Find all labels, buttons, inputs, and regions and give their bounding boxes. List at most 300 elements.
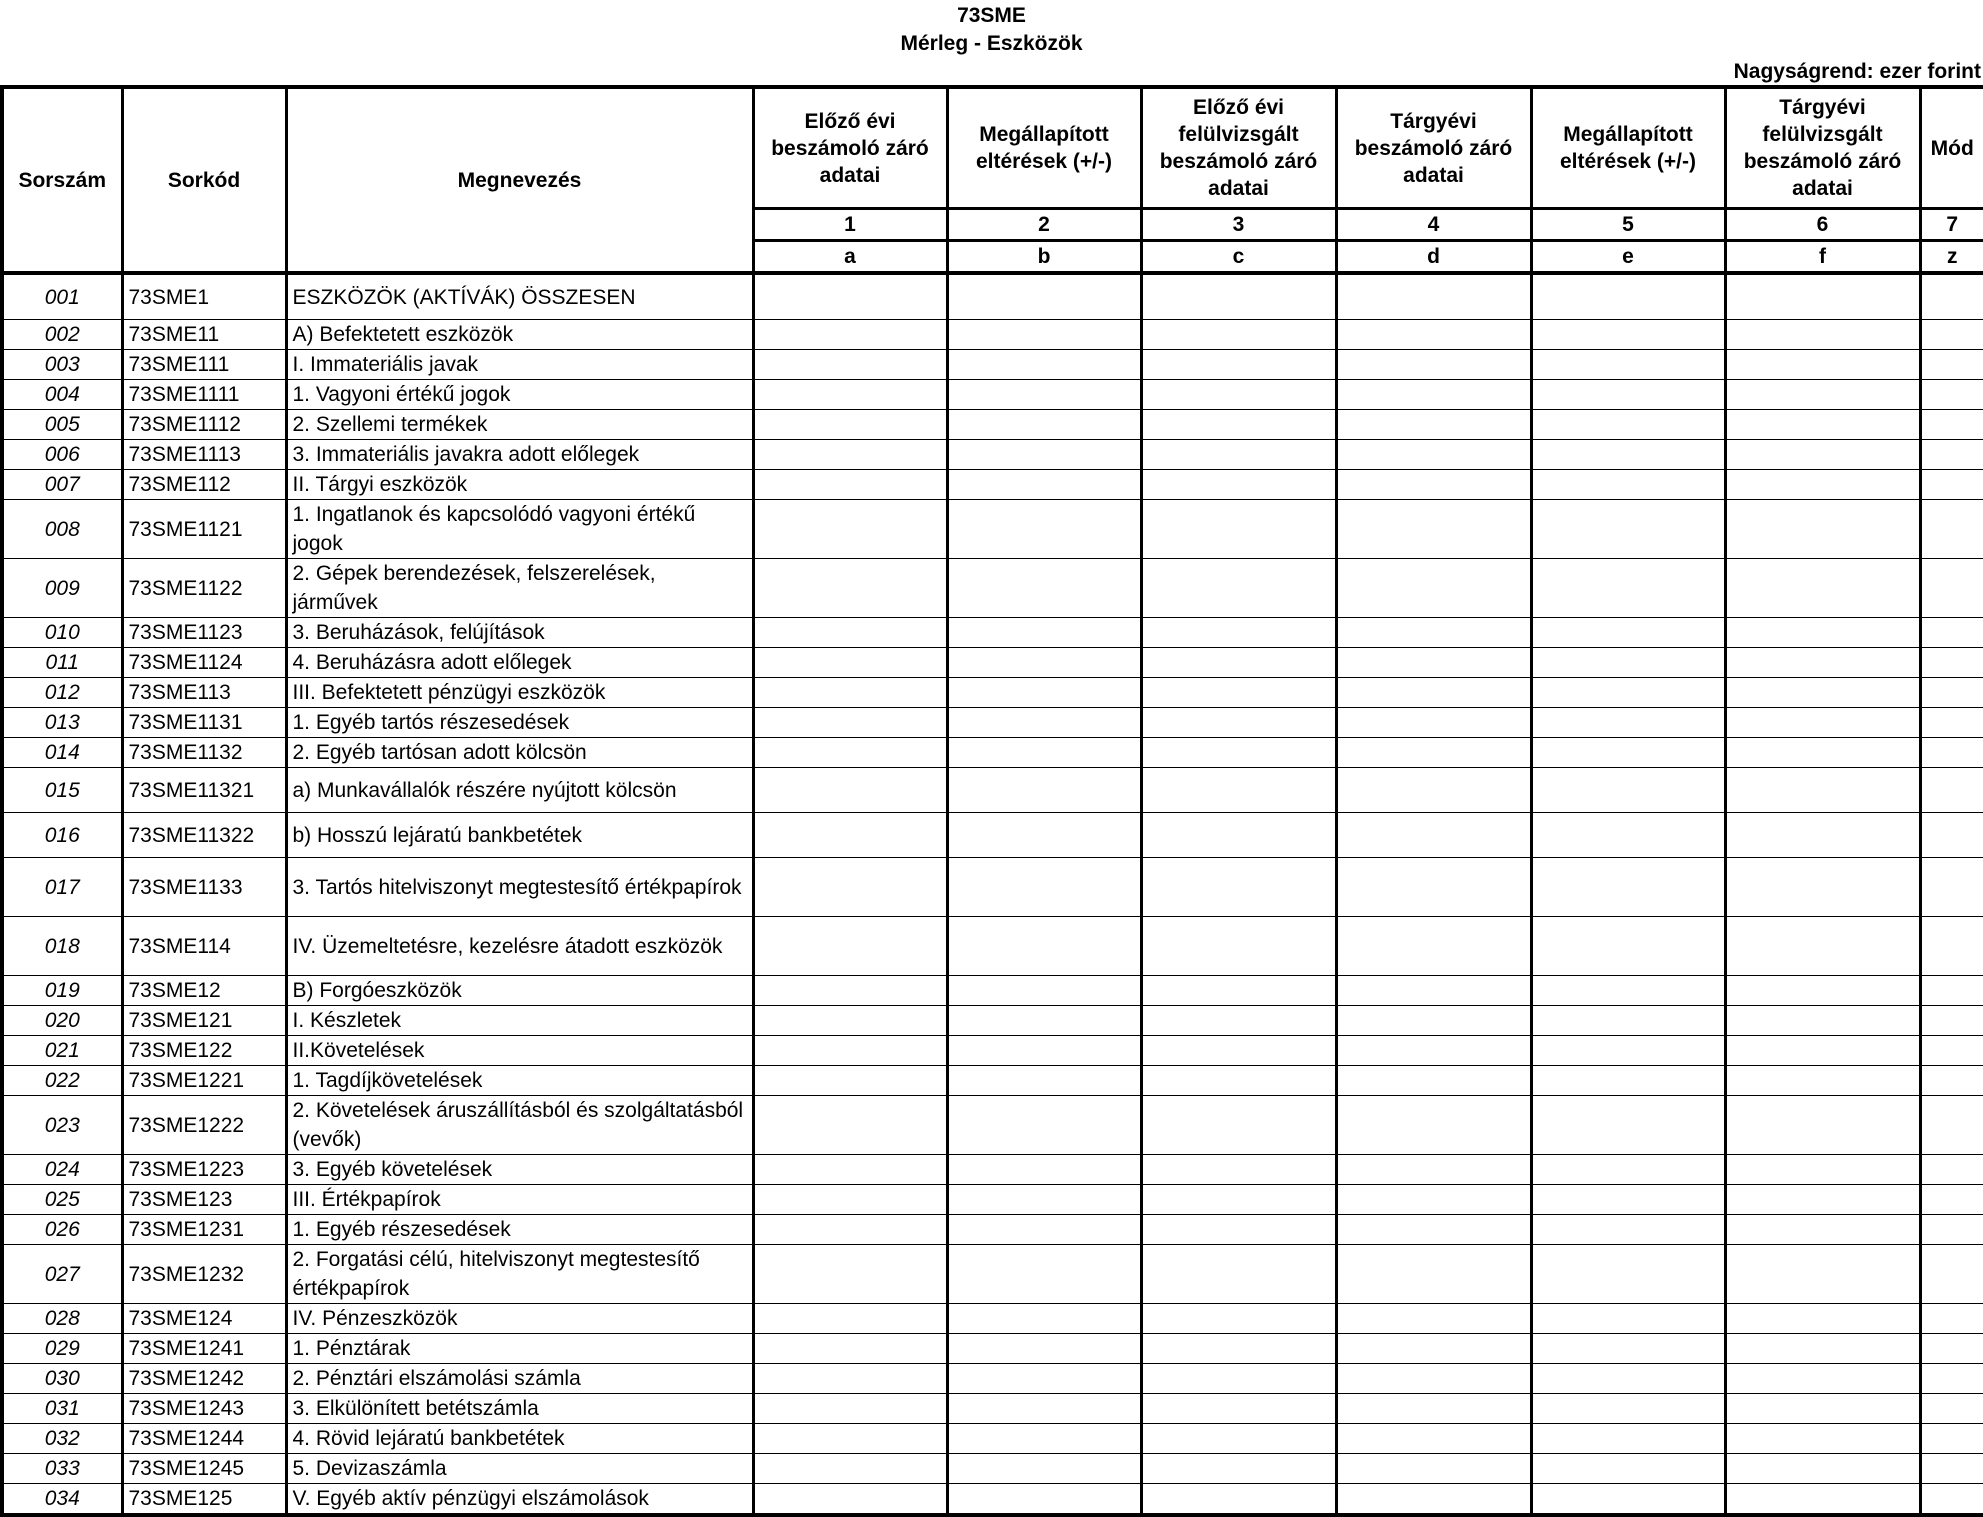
row-name: 3. Egyéb követelések	[286, 1155, 753, 1185]
value-cell[interactable]	[947, 858, 1141, 917]
row-name: 2. Pénztári elszámolási számla	[286, 1364, 753, 1394]
value-cell[interactable]	[1920, 1185, 1983, 1215]
value-cell[interactable]	[753, 768, 947, 813]
col-header-1: Előző évi beszámoló záró adatai	[753, 87, 947, 209]
row-name: II.Követelések	[286, 1036, 753, 1066]
value-cell[interactable]	[1920, 858, 1983, 917]
value-cell[interactable]	[1141, 1036, 1336, 1066]
col-letter: a	[753, 241, 947, 274]
value-cell[interactable]	[753, 1454, 947, 1484]
row-number: 008	[2, 500, 122, 559]
row-number: 003	[2, 350, 122, 380]
value-cell[interactable]	[1531, 1185, 1725, 1215]
table-row	[2, 708, 1983, 738]
value-cell[interactable]	[1725, 273, 1920, 320]
value-cell[interactable]	[1725, 678, 1920, 708]
value-cell[interactable]	[1336, 1484, 1531, 1516]
value-cell[interactable]	[753, 559, 947, 618]
value-cell[interactable]	[1336, 858, 1531, 917]
value-cell[interactable]	[1725, 1155, 1920, 1185]
table-row	[2, 917, 1983, 976]
value-cell[interactable]	[1725, 1066, 1920, 1096]
value-cell[interactable]	[1141, 648, 1336, 678]
value-cell[interactable]	[1531, 1006, 1725, 1036]
row-number: 005	[2, 410, 122, 440]
value-cell[interactable]	[947, 1334, 1141, 1364]
value-cell[interactable]	[753, 470, 947, 500]
value-cell[interactable]	[1531, 1484, 1725, 1516]
value-cell[interactable]	[753, 858, 947, 917]
row-code: 73SME1132	[122, 738, 286, 768]
value-cell[interactable]	[1141, 917, 1336, 976]
value-cell[interactable]	[1336, 1334, 1531, 1364]
value-cell[interactable]	[1920, 320, 1983, 350]
value-cell[interactable]	[1725, 1036, 1920, 1066]
value-cell[interactable]	[1336, 500, 1531, 559]
value-cell[interactable]	[947, 1424, 1141, 1454]
row-name: III. Értékpapírok	[286, 1185, 753, 1215]
value-cell[interactable]	[1920, 500, 1983, 559]
value-cell[interactable]	[1920, 440, 1983, 470]
value-cell[interactable]	[1531, 976, 1725, 1006]
value-cell[interactable]	[1920, 559, 1983, 618]
value-cell[interactable]	[947, 1155, 1141, 1185]
value-cell[interactable]	[753, 618, 947, 648]
value-cell[interactable]	[947, 678, 1141, 708]
value-cell[interactable]	[1141, 1066, 1336, 1096]
value-cell[interactable]	[1531, 380, 1725, 410]
value-cell[interactable]	[1725, 1364, 1920, 1394]
value-cell[interactable]	[947, 320, 1141, 350]
value-cell[interactable]	[1531, 273, 1725, 320]
value-cell[interactable]	[1725, 410, 1920, 440]
value-cell[interactable]	[1336, 1066, 1531, 1096]
value-cell[interactable]	[1531, 559, 1725, 618]
value-cell[interactable]	[1141, 813, 1336, 858]
value-cell[interactable]	[1141, 410, 1336, 440]
value-cell[interactable]	[1725, 1484, 1920, 1516]
value-cell[interactable]	[1920, 1484, 1983, 1516]
value-cell[interactable]	[1141, 618, 1336, 648]
value-cell[interactable]	[1336, 1036, 1531, 1066]
value-cell[interactable]	[1920, 1334, 1983, 1364]
table-row	[2, 1454, 1983, 1484]
value-cell[interactable]	[947, 440, 1141, 470]
table-row	[2, 976, 1983, 1006]
value-cell[interactable]	[947, 648, 1141, 678]
value-cell[interactable]	[1336, 470, 1531, 500]
table-row	[2, 1066, 1983, 1096]
row-name: 2. Egyéb tartósan adott kölcsön	[286, 738, 753, 768]
value-cell[interactable]	[753, 273, 947, 320]
value-cell[interactable]	[1336, 976, 1531, 1006]
value-cell[interactable]	[753, 976, 947, 1006]
value-cell[interactable]	[1725, 1334, 1920, 1364]
value-cell[interactable]	[1531, 678, 1725, 708]
row-name: III. Befektetett pénzügyi eszközök	[286, 678, 753, 708]
value-cell[interactable]	[1141, 1185, 1336, 1215]
value-cell[interactable]	[1725, 1096, 1920, 1155]
value-cell[interactable]	[1920, 1424, 1983, 1454]
col-header-megnevezes: Megnevezés	[286, 87, 753, 273]
value-cell[interactable]	[753, 1424, 947, 1454]
value-cell[interactable]	[1531, 1096, 1725, 1155]
value-cell[interactable]	[1531, 1036, 1725, 1066]
value-cell[interactable]	[1920, 648, 1983, 678]
value-cell[interactable]	[1920, 1036, 1983, 1066]
value-cell[interactable]	[1920, 1394, 1983, 1424]
value-cell[interactable]	[753, 738, 947, 768]
value-cell[interactable]	[1531, 350, 1725, 380]
value-cell[interactable]	[947, 500, 1141, 559]
value-cell[interactable]	[753, 708, 947, 738]
row-number: 009	[2, 559, 122, 618]
value-cell[interactable]	[947, 350, 1141, 380]
value-cell[interactable]	[1336, 1215, 1531, 1245]
value-cell[interactable]	[1531, 410, 1725, 440]
table-row	[2, 500, 1983, 559]
value-cell[interactable]	[1725, 470, 1920, 500]
value-cell[interactable]	[947, 1304, 1141, 1334]
value-cell[interactable]	[753, 1245, 947, 1304]
col-number: 7	[1920, 209, 1983, 241]
table-row	[2, 1245, 1983, 1304]
value-cell[interactable]	[947, 1066, 1141, 1096]
value-cell[interactable]	[1725, 618, 1920, 648]
value-cell[interactable]	[1920, 1066, 1983, 1096]
value-cell[interactable]	[1531, 1424, 1725, 1454]
value-cell[interactable]	[753, 813, 947, 858]
value-cell[interactable]	[1141, 273, 1336, 320]
value-cell[interactable]	[1531, 858, 1725, 917]
value-cell[interactable]	[753, 1096, 947, 1155]
value-cell[interactable]	[1725, 1006, 1920, 1036]
value-cell[interactable]	[1725, 858, 1920, 917]
row-name: 4. Beruházásra adott előlegek	[286, 648, 753, 678]
value-cell[interactable]	[1141, 1215, 1336, 1245]
row-code: 73SME1121	[122, 500, 286, 559]
value-cell[interactable]	[1336, 1185, 1531, 1215]
value-cell[interactable]	[947, 976, 1141, 1006]
value-cell[interactable]	[1531, 500, 1725, 559]
value-cell[interactable]	[1141, 380, 1336, 410]
value-cell[interactable]	[1531, 1304, 1725, 1334]
value-cell[interactable]	[1141, 738, 1336, 768]
value-cell[interactable]	[1920, 768, 1983, 813]
value-cell[interactable]	[1920, 1006, 1983, 1036]
value-cell[interactable]	[947, 1454, 1141, 1484]
value-cell[interactable]	[1920, 1454, 1983, 1484]
value-cell[interactable]	[947, 1036, 1141, 1066]
value-cell[interactable]	[947, 708, 1141, 738]
value-cell[interactable]	[1920, 1155, 1983, 1185]
value-cell[interactable]	[1336, 410, 1531, 440]
balance-sheet-table	[0, 85, 1983, 1517]
value-cell[interactable]	[947, 618, 1141, 648]
value-cell[interactable]	[1920, 350, 1983, 380]
value-cell[interactable]	[1725, 350, 1920, 380]
table-row	[2, 1304, 1983, 1334]
value-cell[interactable]	[1920, 678, 1983, 708]
value-cell[interactable]	[1336, 1304, 1531, 1334]
row-number: 011	[2, 648, 122, 678]
value-cell[interactable]	[1531, 1454, 1725, 1484]
table-row	[2, 1334, 1983, 1364]
value-cell[interactable]	[1920, 1096, 1983, 1155]
value-cell[interactable]	[1920, 738, 1983, 768]
value-cell[interactable]	[1531, 1155, 1725, 1185]
value-cell[interactable]	[1920, 618, 1983, 648]
value-cell[interactable]	[947, 1006, 1141, 1036]
col-number: 5	[1531, 209, 1725, 241]
value-cell[interactable]	[1141, 858, 1336, 917]
value-cell[interactable]	[753, 320, 947, 350]
value-cell[interactable]	[753, 1334, 947, 1364]
value-cell[interactable]	[1141, 1245, 1336, 1304]
row-code: 73SME1112	[122, 410, 286, 440]
value-cell[interactable]	[1531, 1215, 1725, 1245]
value-cell[interactable]	[1531, 1394, 1725, 1424]
value-cell[interactable]	[947, 738, 1141, 768]
row-code: 73SME1242	[122, 1364, 286, 1394]
row-code: 73SME11	[122, 320, 286, 350]
row-number: 034	[2, 1484, 122, 1516]
row-code: 73SME1221	[122, 1066, 286, 1096]
row-code: 73SME1133	[122, 858, 286, 917]
value-cell[interactable]	[947, 917, 1141, 976]
row-code: 73SME1124	[122, 648, 286, 678]
value-cell[interactable]	[1920, 273, 1983, 320]
value-cell[interactable]	[1336, 320, 1531, 350]
value-cell[interactable]	[1336, 1364, 1531, 1394]
value-cell[interactable]	[1531, 1334, 1725, 1364]
value-cell[interactable]	[1920, 813, 1983, 858]
value-cell[interactable]	[753, 1304, 947, 1334]
value-cell[interactable]	[1920, 1364, 1983, 1394]
value-cell[interactable]	[1141, 1484, 1336, 1516]
value-cell[interactable]	[1336, 678, 1531, 708]
value-cell[interactable]	[1141, 1424, 1336, 1454]
value-cell[interactable]	[1336, 1454, 1531, 1484]
value-cell[interactable]	[1336, 440, 1531, 470]
value-cell[interactable]	[1336, 1394, 1531, 1424]
value-cell[interactable]	[753, 1066, 947, 1096]
value-cell[interactable]	[753, 380, 947, 410]
value-cell[interactable]	[1725, 738, 1920, 768]
value-cell[interactable]	[947, 1245, 1141, 1304]
value-cell[interactable]	[1336, 648, 1531, 678]
value-cell[interactable]	[1920, 708, 1983, 738]
value-cell[interactable]	[1141, 768, 1336, 813]
value-cell[interactable]	[947, 1185, 1141, 1215]
value-cell[interactable]	[753, 1155, 947, 1185]
row-number: 021	[2, 1036, 122, 1066]
value-cell[interactable]	[1141, 440, 1336, 470]
value-cell[interactable]	[947, 1364, 1141, 1394]
value-cell[interactable]	[947, 470, 1141, 500]
value-cell[interactable]	[753, 1364, 947, 1394]
value-cell[interactable]	[1531, 708, 1725, 738]
value-cell[interactable]	[1141, 1096, 1336, 1155]
value-cell[interactable]	[1336, 1424, 1531, 1454]
value-cell[interactable]	[753, 440, 947, 470]
row-name: A) Befektetett eszközök	[286, 320, 753, 350]
value-cell[interactable]	[1531, 1245, 1725, 1304]
value-cell[interactable]	[1141, 470, 1336, 500]
value-cell[interactable]	[753, 1036, 947, 1066]
value-cell[interactable]	[1725, 1454, 1920, 1484]
value-cell[interactable]	[947, 273, 1141, 320]
value-cell[interactable]	[753, 350, 947, 380]
value-cell[interactable]	[1920, 917, 1983, 976]
value-cell[interactable]	[1531, 1364, 1725, 1394]
row-name: IV. Üzemeltetésre, kezelésre átadott eszközök	[286, 917, 753, 976]
row-code: 73SME11321	[122, 768, 286, 813]
value-cell[interactable]	[1141, 1155, 1336, 1185]
value-cell[interactable]	[753, 648, 947, 678]
value-cell[interactable]	[1141, 350, 1336, 380]
row-code: 73SME1111	[122, 380, 286, 410]
value-cell[interactable]	[947, 380, 1141, 410]
value-cell[interactable]	[1336, 1155, 1531, 1185]
value-cell[interactable]	[1531, 618, 1725, 648]
value-cell[interactable]	[1141, 1006, 1336, 1036]
value-cell[interactable]	[1141, 1304, 1336, 1334]
row-name: 1. Egyéb tartós részesedések	[286, 708, 753, 738]
value-cell[interactable]	[1336, 738, 1531, 768]
value-cell[interactable]	[947, 410, 1141, 440]
value-cell[interactable]	[1141, 976, 1336, 1006]
row-number: 020	[2, 1006, 122, 1036]
table-row	[2, 1364, 1983, 1394]
value-cell[interactable]	[753, 500, 947, 559]
value-cell[interactable]	[1141, 678, 1336, 708]
value-cell[interactable]	[1531, 917, 1725, 976]
value-cell[interactable]	[1336, 813, 1531, 858]
table-row	[2, 648, 1983, 678]
value-cell[interactable]	[1336, 768, 1531, 813]
value-cell[interactable]	[1920, 470, 1983, 500]
value-cell[interactable]	[1336, 1096, 1531, 1155]
col-header-3: Előző évi felülvizsgált beszámoló záró adatai	[1141, 87, 1336, 209]
value-cell[interactable]	[947, 559, 1141, 618]
value-cell[interactable]	[753, 1484, 947, 1516]
value-cell[interactable]	[1725, 380, 1920, 410]
value-cell[interactable]	[1531, 648, 1725, 678]
value-cell[interactable]	[1725, 1185, 1920, 1215]
value-cell[interactable]	[947, 1394, 1141, 1424]
value-cell[interactable]	[1920, 1215, 1983, 1245]
value-cell[interactable]	[947, 768, 1141, 813]
col-letter: b	[947, 241, 1141, 274]
value-cell[interactable]	[1141, 708, 1336, 738]
value-cell[interactable]	[753, 678, 947, 708]
table-row	[2, 470, 1983, 500]
value-cell[interactable]	[1920, 1245, 1983, 1304]
value-cell[interactable]	[1725, 440, 1920, 470]
row-number: 026	[2, 1215, 122, 1245]
row-number: 017	[2, 858, 122, 917]
table-row	[2, 768, 1983, 813]
table-row	[2, 380, 1983, 410]
col-letter: f	[1725, 241, 1920, 274]
row-number: 013	[2, 708, 122, 738]
value-cell[interactable]	[1531, 738, 1725, 768]
value-cell[interactable]	[753, 1185, 947, 1215]
value-cell[interactable]	[947, 1215, 1141, 1245]
value-cell[interactable]	[1336, 1006, 1531, 1036]
row-name: 3. Elkülönített betétszámla	[286, 1394, 753, 1424]
value-cell[interactable]	[1725, 768, 1920, 813]
value-cell[interactable]	[1725, 500, 1920, 559]
value-cell[interactable]	[1725, 708, 1920, 738]
value-cell[interactable]	[1336, 559, 1531, 618]
row-code: 73SME114	[122, 917, 286, 976]
value-cell[interactable]	[1336, 917, 1531, 976]
value-cell[interactable]	[1531, 320, 1725, 350]
value-cell[interactable]	[1920, 380, 1983, 410]
value-cell[interactable]	[1336, 350, 1531, 380]
value-cell[interactable]	[1141, 559, 1336, 618]
value-cell[interactable]	[1141, 1454, 1336, 1484]
row-name: 3. Immateriális javakra adott előlegek	[286, 440, 753, 470]
value-cell[interactable]	[753, 917, 947, 976]
value-cell[interactable]	[753, 410, 947, 440]
value-cell[interactable]	[753, 1215, 947, 1245]
value-cell[interactable]	[1920, 410, 1983, 440]
value-cell[interactable]	[947, 1096, 1141, 1155]
value-cell[interactable]	[1531, 813, 1725, 858]
value-cell[interactable]	[947, 813, 1141, 858]
value-cell[interactable]	[1531, 470, 1725, 500]
value-cell[interactable]	[1336, 273, 1531, 320]
value-cell[interactable]	[1725, 1245, 1920, 1304]
value-cell[interactable]	[1336, 380, 1531, 410]
value-cell[interactable]	[1725, 976, 1920, 1006]
value-cell[interactable]	[1141, 500, 1336, 559]
value-cell[interactable]	[753, 1394, 947, 1424]
row-code: 73SME113	[122, 678, 286, 708]
row-number: 006	[2, 440, 122, 470]
value-cell[interactable]	[1725, 1424, 1920, 1454]
value-cell[interactable]	[1141, 1334, 1336, 1364]
table-row	[2, 320, 1983, 350]
value-cell[interactable]	[1531, 1066, 1725, 1096]
value-cell[interactable]	[1725, 813, 1920, 858]
value-cell[interactable]	[1725, 1394, 1920, 1424]
value-cell[interactable]	[753, 1006, 947, 1036]
value-cell[interactable]	[1725, 320, 1920, 350]
value-cell[interactable]	[1141, 1364, 1336, 1394]
row-code: 73SME1231	[122, 1215, 286, 1245]
value-cell[interactable]	[1141, 1394, 1336, 1424]
value-cell[interactable]	[1336, 618, 1531, 648]
value-cell[interactable]	[1336, 708, 1531, 738]
value-cell[interactable]	[1336, 1245, 1531, 1304]
value-cell[interactable]	[1920, 976, 1983, 1006]
col-header-7: Mód	[1920, 87, 1983, 209]
value-cell[interactable]	[1531, 768, 1725, 813]
value-cell[interactable]	[1920, 1304, 1983, 1334]
value-cell[interactable]	[1725, 917, 1920, 976]
value-cell[interactable]	[1725, 1304, 1920, 1334]
value-cell[interactable]	[1725, 648, 1920, 678]
value-cell[interactable]	[1725, 559, 1920, 618]
value-cell[interactable]	[1531, 440, 1725, 470]
value-cell[interactable]	[1141, 320, 1336, 350]
value-cell[interactable]	[1725, 1215, 1920, 1245]
value-cell[interactable]	[947, 1484, 1141, 1516]
